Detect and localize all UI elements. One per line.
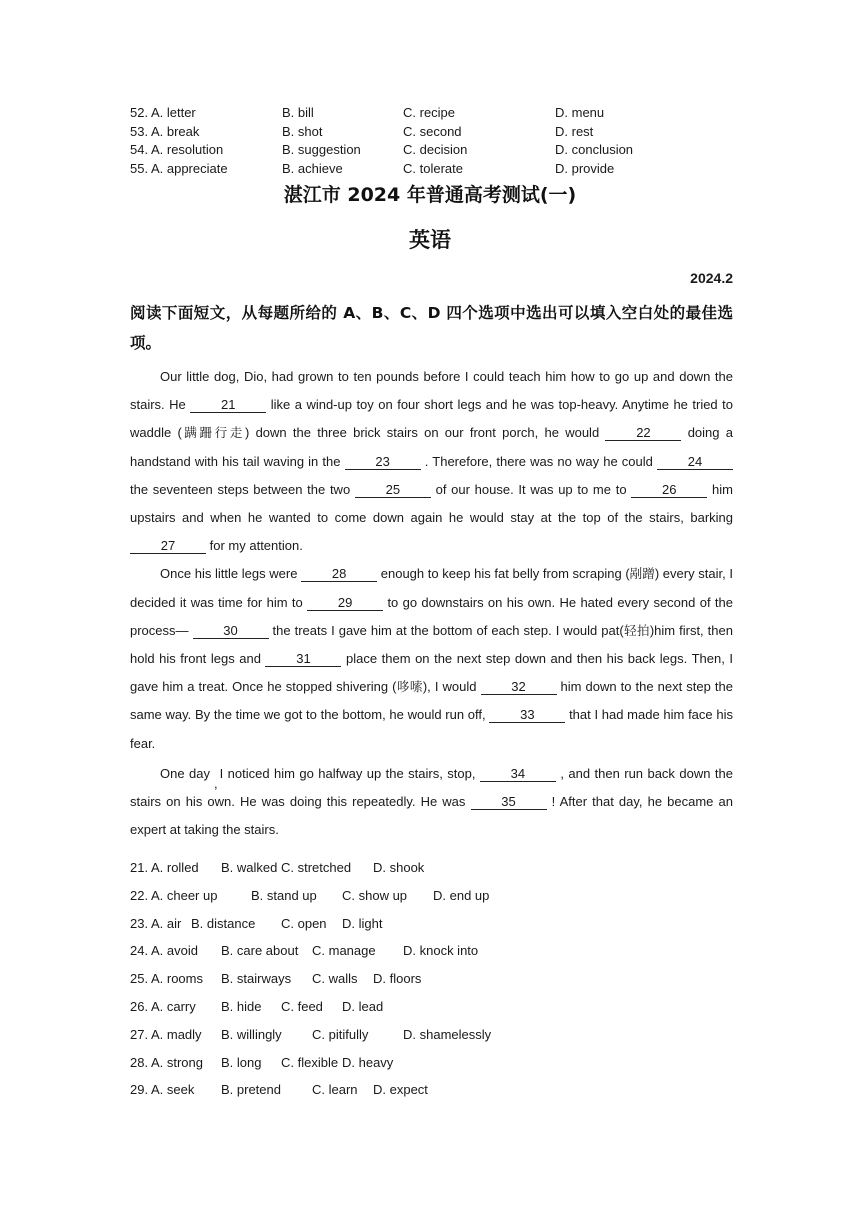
option-d: D. provide (555, 160, 615, 176)
option-a: 24. A. avoid (130, 943, 198, 959)
chinese-gloss: 蹒跚行走 (181, 425, 245, 441)
text: ), I would (422, 679, 477, 695)
text: . Therefore, there was no way he could (424, 453, 653, 469)
option-b: B. walked (221, 860, 278, 875)
option-a: 26. A. carry (130, 998, 196, 1014)
blank-26[interactable]: 26 (631, 482, 707, 498)
option-c: C. tolerate (403, 160, 463, 176)
option-c: C. walls (312, 971, 358, 987)
option-b: B. suggestion (282, 142, 361, 157)
text: him down to the next step the same way. By the time we got to the bottom, he would run off, (130, 679, 733, 723)
subject-title: 英语 (409, 228, 451, 252)
option-c: C. feed (281, 998, 323, 1014)
option-d: D. shook (373, 860, 425, 875)
text: Once his little legs were (160, 566, 298, 582)
passage (130, 363, 733, 844)
option-a: 28. A. strong (130, 1054, 203, 1070)
option-c: C. pitifully (312, 1026, 369, 1042)
text: ! After that day, he became an expert at taking the stairs. (130, 794, 733, 838)
text: place them on the next step down and then his back legs. Then, I gave him a treat. Once he stopped shivering ( (130, 651, 733, 695)
text: the treats I gave him at the bottom of each step. I would pat( (272, 622, 624, 638)
option-a: 52. A. letter (130, 105, 196, 120)
option-d: D. knock into (403, 943, 479, 959)
option-c: C. manage (312, 943, 376, 959)
blank-33[interactable]: 33 (489, 707, 565, 723)
text: ) down the three brick stairs on our front porch, he would (244, 425, 600, 441)
option-b: B. shot (282, 123, 323, 139)
text: the seventeen steps between the two (130, 481, 351, 497)
option-a: 54. A. resolution (130, 142, 224, 157)
option-c: C. show up (342, 887, 408, 903)
option-b: B. long (221, 1054, 262, 1070)
text: doing a handstand with his tail waving in the (130, 425, 733, 469)
option-d: D. end up (433, 887, 490, 903)
option-d: D. conclusion (555, 142, 634, 157)
option-a: 27. A. madly (130, 1026, 202, 1042)
text: to go downstairs on his own. He hated every second of the process— (130, 594, 733, 638)
option-b: B. distance (191, 915, 256, 931)
text: him upstairs and when he wanted to come down again he would stay at the top of the stairs, barking (130, 481, 733, 526)
blank-28[interactable]: 28 (301, 566, 377, 582)
option-d: D. menu (555, 105, 605, 120)
text: Our little dog, Dio, had grown to ten pounds before I could teach him how to go up and down the stairs. He (130, 369, 733, 413)
option-b: B. stairways (221, 971, 292, 987)
comma: , (213, 775, 218, 791)
blank-27[interactable]: 27 (130, 538, 206, 554)
text: of our house. It was up to me to (435, 481, 627, 497)
option-c: C. second (403, 123, 462, 139)
text: )him first, then hold his front legs and (130, 622, 733, 667)
option-d: D. floors (373, 971, 422, 987)
text: for my attention. (209, 538, 303, 554)
blank-22[interactable]: 22 (605, 425, 681, 441)
blank-34[interactable]: 34 (480, 766, 556, 782)
exam-date: 2024.2 (690, 270, 733, 286)
option-b: B. pretend (221, 1082, 281, 1098)
blank-30[interactable]: 30 (193, 623, 269, 639)
chinese-gloss: 剐蹭 (629, 566, 655, 582)
text: enough to keep his fat belly from scraping ( (380, 566, 630, 582)
option-a: 23. A. air (130, 915, 182, 931)
option-b: B. bill (282, 105, 314, 120)
option-a: 55. A. appreciate (130, 160, 228, 176)
option-d: D. shamelessly (403, 1026, 492, 1042)
text: I noticed him go halfway up the stairs, stop, (219, 765, 476, 781)
chinese-gloss: 轻拍 (623, 622, 650, 638)
option-b: B. stand up (251, 887, 317, 903)
option-a: 53. A. break (130, 123, 200, 139)
option-b: B. care about (221, 943, 299, 959)
blank-24[interactable]: 24 (657, 454, 733, 470)
text: that I had made him face his fear. (130, 707, 733, 751)
option-d: D. light (342, 915, 383, 931)
blank-25[interactable]: 25 (355, 482, 431, 498)
option-a: 25. A. rooms (130, 971, 203, 987)
blank-29[interactable]: 29 (307, 595, 383, 611)
paragraph-2 (130, 560, 733, 757)
option-b: B. willingly (221, 1026, 282, 1042)
option-c: C. decision (403, 142, 468, 157)
option-a: 29. A. seek (130, 1082, 195, 1098)
text: One day (160, 765, 210, 781)
blank-21[interactable]: 21 (190, 397, 266, 413)
option-c: C. flexible (281, 1054, 339, 1070)
exam-title: 湛江市 2024 年普通高考测试(一) (283, 184, 577, 206)
blank-32[interactable]: 32 (481, 679, 557, 695)
blank-23[interactable]: 23 (345, 454, 421, 470)
paragraph-3 (130, 760, 733, 845)
chinese-gloss: 哆嗦 (396, 679, 423, 695)
option-d: D. heavy (342, 1054, 394, 1070)
text: like a wind-up toy on four short legs and he was top-heavy. Anytime he tried to waddle ( (130, 397, 733, 441)
option-c: C. recipe (403, 105, 456, 120)
option-d: D. expect (373, 1082, 428, 1098)
option-a: 22. A. cheer up (130, 887, 218, 903)
option-c: C. open (281, 915, 327, 931)
blank-35[interactable]: 35 (471, 794, 547, 810)
blank-31[interactable]: 31 (265, 651, 341, 667)
option-b: B. achieve (282, 160, 343, 176)
option-a: 21. A. rolled (130, 860, 199, 875)
text: , and then run back down the stairs on his own. He was doing this repeatedly. He was (130, 765, 733, 810)
option-c: C. learn (312, 1082, 358, 1098)
instructions: 阅读下面短文，从每题所给的 A、B、C、D 四个选项中选出可以填入空白处的最佳选项。 (130, 304, 733, 352)
option-d: D. rest (555, 123, 594, 139)
option-c: C. stretched (281, 860, 352, 875)
option-b: B. hide (221, 998, 262, 1014)
paragraph-1 (130, 363, 733, 560)
option-d: D. lead (342, 998, 384, 1014)
text: ) every stair, I decided it was time for him to (130, 566, 733, 610)
